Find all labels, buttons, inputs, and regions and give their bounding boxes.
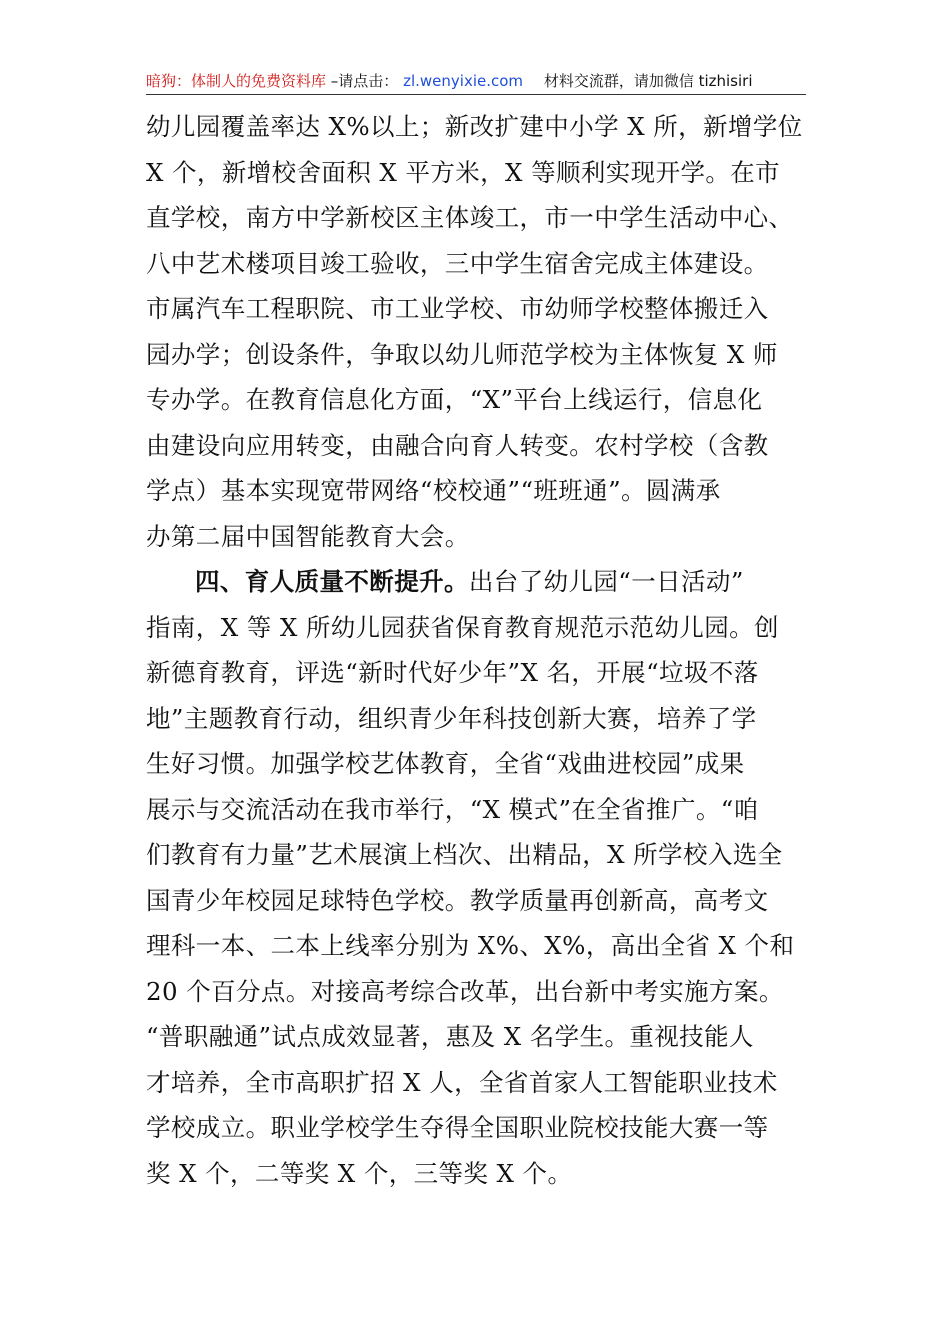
body-line: 们教育有力量”艺术展演上档次、出精品，X 所学校入选全: [146, 840, 783, 869]
body-line: 理科一本、二本上线率分别为 X%、X%，高出全省 X 个和: [146, 931, 795, 960]
body-line: “普职融通”试点成效显著，惠及 X 名学生。重视技能人: [146, 1022, 754, 1051]
body-line: 由建设向应用转变，由融合向育人转变。农村学校（含教: [146, 430, 769, 460]
body-line: 幼儿园覆盖率达 X%以上；新改扩建中小学 X 所，新增学位: [146, 112, 803, 141]
header-brand: 暗狗：体制人的免费资料库: [146, 72, 327, 90]
body-line: 奖 X 个，二等奖 X 个，三等奖 X 个。: [146, 1158, 573, 1188]
body-line: 市属汽车工程职院、市工业学校、市幼师学校整体搬迁入: [146, 294, 769, 323]
body-line: 地”主题教育行动，组织青少年科技创新大赛，培养了学: [146, 703, 757, 733]
body-line: 才培养，全市高职扩招 X 人，全省首家人工智能职业技术: [146, 1067, 778, 1097]
body-line: 指南，X 等 X 所幼儿园获省保育教育规范示范幼儿园。创: [146, 612, 779, 642]
body-line: 直学校，南方中学新校区主体竣工，市一中学生活动中心、: [146, 203, 794, 232]
body-line: 学点）基本实现宽带网络“校校通”“班班通”。圆满承: [146, 476, 721, 505]
body-line: 国青少年校园足球特色学校。教学质量再创新高，高考文: [146, 885, 769, 915]
header-url-link[interactable]: zl.wenyixie.com: [403, 72, 524, 90]
body-line: 20 个百分点。对接高考综合改革，出台新中考实施方案。: [146, 976, 784, 1006]
header-divider: [146, 94, 806, 95]
section-4-first-text: 出台了幼儿园“一日活动”: [468, 567, 744, 596]
section-4-heading: 四、育人质量不断提升。: [195, 567, 469, 596]
page-header: [146, 68, 806, 94]
document-body: [146, 104, 806, 1196]
body-line: 园办学；创设条件，争取以幼儿师范学校为主体恢复 X 师: [146, 339, 778, 369]
body-line: 新德育教育，评选“新时代好少年”X 名，开展“垃圾不落: [146, 658, 759, 687]
header-contact: 材料交流群，请加微信 tizhisiri: [543, 72, 753, 90]
body-line: 办第二届中国智能教育大会。: [146, 521, 470, 551]
header-click-label: –请点击：: [330, 72, 399, 90]
section-4-first-line: [146, 559, 806, 605]
body-line: 学校成立。职业学校学生夺得全国职业院校技能大赛一等: [146, 1113, 769, 1142]
body-line: 生好习惯。加强学校艺体教育，全省“戏曲进校园”成果: [146, 749, 745, 778]
body-line: 专办学。在教育信息化方面，“X”平台上线运行，信息化: [146, 385, 763, 414]
body-line: 八中艺术楼项目竣工验收，三中学生宿舍完成主体建设。: [146, 248, 769, 278]
body-line: 展示与交流活动在我市举行，“X 模式”在全省推广。“咱: [146, 794, 759, 824]
body-line: X 个，新增校舍面积 X 平方米，X 等顺利实现开学。在市: [146, 157, 781, 187]
